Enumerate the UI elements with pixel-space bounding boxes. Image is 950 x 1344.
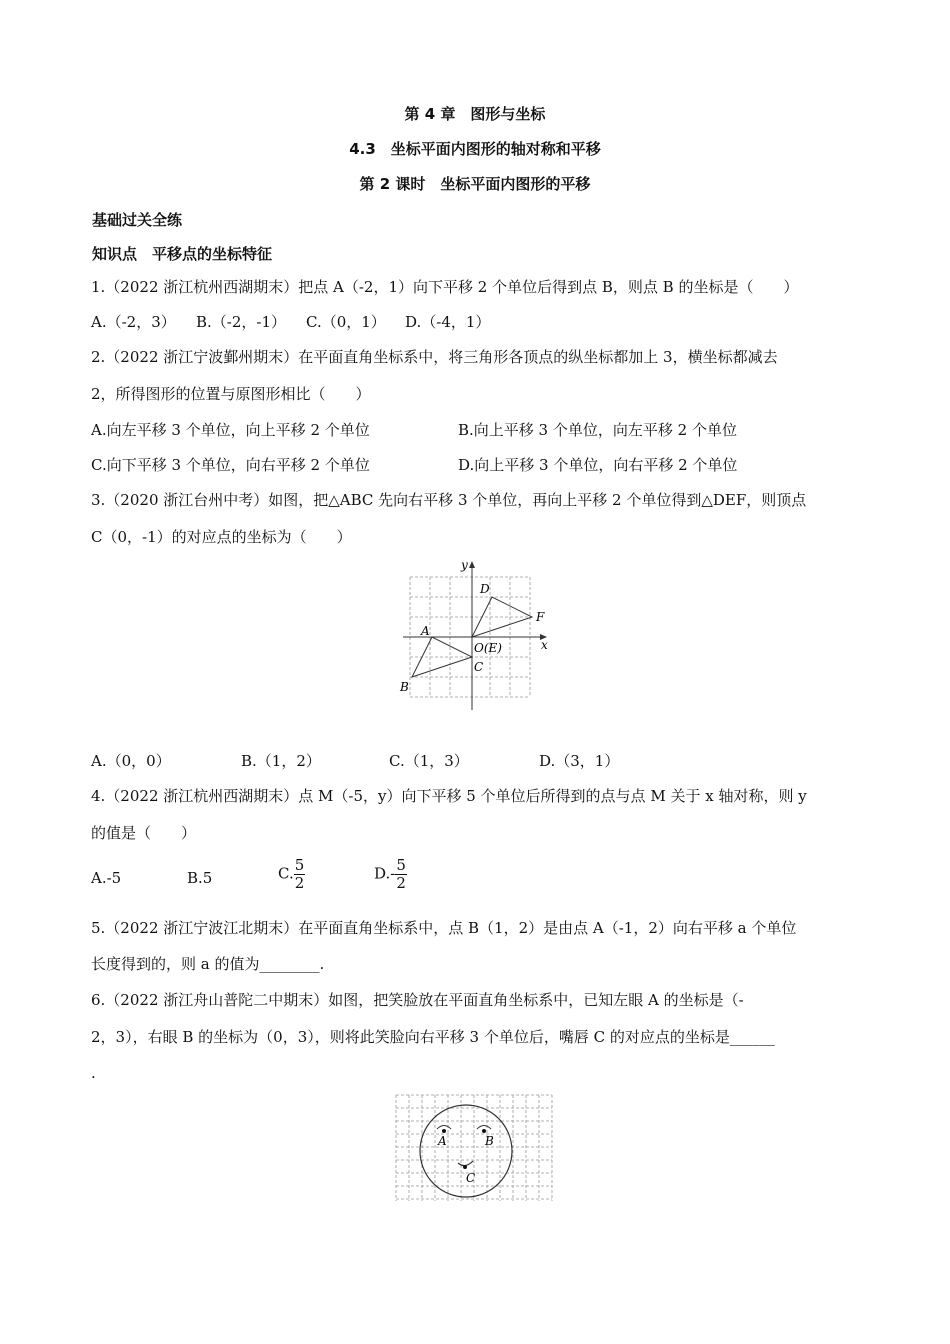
- q3-label-d: D: [480, 582, 490, 596]
- q3-label-b: B: [400, 680, 409, 694]
- q6-line-3: .: [91, 1064, 96, 1082]
- q2-option-c: C.向下平移 3 个单位，向右平移 2 个单位: [91, 456, 370, 474]
- q3-label-y: y: [461, 558, 468, 572]
- q6-point-c: [463, 1165, 467, 1169]
- q3-label-o: O(E): [474, 641, 502, 655]
- q3-option-c: C.（1，3）: [389, 752, 469, 770]
- q6-point-b: [482, 1129, 486, 1133]
- q6-label-b: B: [485, 1134, 494, 1148]
- lesson-title: 第 2 课时 坐标平面内图形的平移: [359, 175, 591, 193]
- section-title: 4.3 坐标平面内图形的轴对称和平移: [349, 140, 601, 158]
- q6-left-eyebrow: [437, 1126, 451, 1130]
- q6-mouth: [458, 1161, 473, 1166]
- fraction-denominator: 2: [396, 874, 406, 892]
- q1-option-d: D.（-4，1）: [405, 313, 491, 331]
- q3-line-2: C（0，-1）的对应点的坐标为（ ）: [91, 528, 352, 546]
- q4-line-2: 的值是（ ）: [91, 824, 197, 842]
- q6-right-eyebrow: [477, 1126, 491, 1130]
- q1-text: 1.（2022 浙江杭州西湖期末）把点 A（-2，1）向下平移 2 个单位后得到点 B，则点 B 的坐标是（ ）: [91, 278, 799, 296]
- q4-option-d-fraction: [395, 857, 407, 892]
- q2-option-a: A.向左平移 3 个单位，向上平移 2 个单位: [91, 421, 370, 439]
- q6-line-2: 2，3），右眼 B 的坐标为（0，3），则将此笑脸向右平移 3 个单位后，嘴唇 C 的对应点的坐标是______: [91, 1028, 775, 1046]
- q2-option-b: B.向上平移 3 个单位，向左平移 2 个单位: [458, 421, 737, 439]
- q3-figure-coordinate-grid: [395, 555, 555, 715]
- q5-line-2: 长度得到的，则 a 的值为________.: [91, 955, 325, 973]
- q6-figure-smiley-grid: [393, 1093, 556, 1204]
- q1-option-b: B.（-2，-1）: [196, 313, 287, 331]
- q2-line-1: 2.（2022 浙江宁波鄞州期末）在平面直角坐标系中，将三角形各顶点的纵坐标都加上 3，横坐标都减去: [91, 348, 778, 366]
- q3-option-a: A.（0，0）: [91, 752, 171, 770]
- q3-label-a: A: [421, 624, 430, 638]
- fraction-numerator: 5: [294, 856, 305, 874]
- q4-option-c-fraction: [294, 857, 306, 892]
- q6-point-a: [442, 1129, 446, 1133]
- q3-y-arrow-icon: [469, 561, 475, 568]
- q4-option-c: [278, 857, 305, 892]
- q1-option-a: A.（-2，3）: [91, 313, 176, 331]
- q3-option-d: D.（3，1）: [539, 752, 620, 770]
- q3-line-1: 3.（2020 浙江台州中考）如图，把△ABC 先向右平移 3 个单位，再向上平移 2 个单位得到△DEF，则顶点: [91, 491, 807, 509]
- q6-label-a: A: [438, 1134, 447, 1148]
- q4-option-c-prefix: C.: [278, 864, 294, 883]
- q6-line-1: 6.（2022 浙江舟山普陀二中期末）如图，把笑脸放在平面直角坐标系中，已知左眼 A 的坐标是（-: [91, 991, 744, 1009]
- q3-label-c: C: [474, 660, 484, 674]
- q6-label-c: C: [466, 1171, 476, 1185]
- q4-option-d: [374, 857, 407, 892]
- fraction-numerator: 5: [396, 856, 406, 874]
- q4-option-d-prefix: D.-: [374, 864, 396, 883]
- q4-option-a: A.-5: [91, 869, 122, 887]
- q4-line-1: 4.（2022 浙江杭州西湖期末）点 M（-5，y）向下平移 5 个单位后所得到的点与点 M 关于 x 轴对称，则 y: [91, 787, 807, 805]
- part-title: 基础过关全练: [92, 211, 183, 229]
- q3-label-x: x: [541, 638, 548, 652]
- q2-line-2: 2，所得图形的位置与原图形相比（ ）: [91, 385, 371, 403]
- knowledge-point-heading: 知识点 平移点的坐标特征: [92, 245, 273, 263]
- fraction-denominator: 2: [294, 874, 305, 892]
- q3-option-b: B.（1，2）: [241, 752, 321, 770]
- q5-line-1: 5.（2022 浙江宁波江北期末）在平面直角坐标系中，点 B（1，2）是由点 A（-1，2）向右平移 a 个单位: [91, 919, 797, 937]
- q1-option-c: C.（0，1）: [306, 313, 386, 331]
- q4-option-b: B.5: [187, 869, 213, 887]
- chapter-title: 第 4 章 图形与坐标: [404, 105, 546, 123]
- q6-grid-lines: [396, 1095, 552, 1201]
- q3-label-f: F: [536, 610, 545, 624]
- q2-option-d: D.向上平移 3 个单位，向右平移 2 个单位: [458, 456, 738, 474]
